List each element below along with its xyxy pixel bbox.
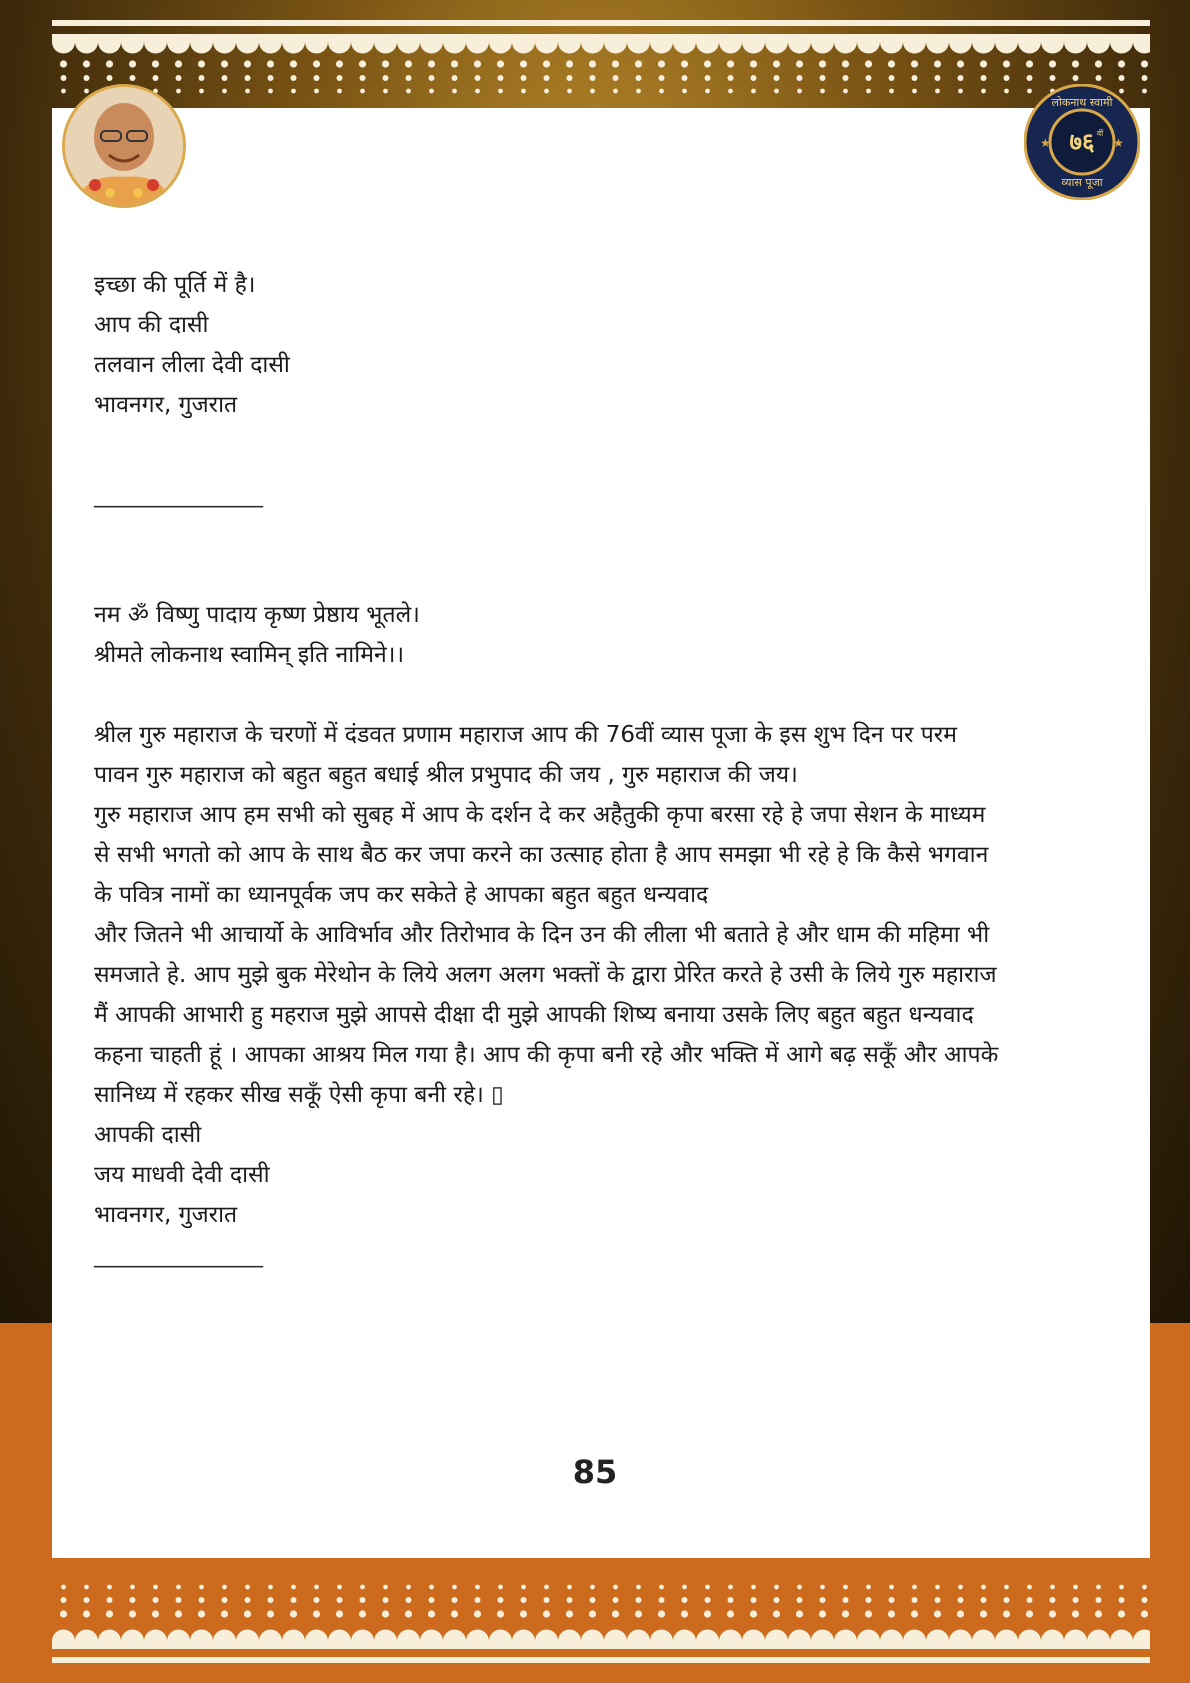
- paragraph-line: श्रील गुरु महाराज के चरणों में दंडवत प्रणाम महाराज आप की 76वीं व्यास पूजा के इस शुभ दिन पर परम: [94, 722, 957, 748]
- text-line: भावनगर, गुजरात: [94, 392, 238, 418]
- separator-line: ________________: [94, 482, 262, 508]
- top-border-line: [52, 20, 1150, 26]
- badge-bottom-text: व्यास पूजा: [1061, 176, 1103, 189]
- bottom-border-line-2: [52, 1657, 1150, 1663]
- signature-line: जय माधवी देवी दासी: [94, 1162, 270, 1188]
- paragraph-line: सानिध्य में रहकर सीख सकूँ ऐसी कृपा बनी रहे। ▯: [94, 1082, 504, 1108]
- paragraph-line: से सभी भगतो को आप के साथ बैठ कर जपा करने का उत्साह होता है आप समझा भी रहे हे कि कैसे भगवान: [94, 842, 989, 868]
- mantra-line: श्रीमते लोकनाथ स्वामिन् इति नामिने।।: [94, 642, 405, 668]
- paragraph-line: गुरु महाराज आप हम सभी को सुबह में आप के दर्शन दे कर अहैतुकी कृपा बरसा रहे हे जपा सेशन के माध्यम: [94, 802, 986, 828]
- signature-line: भावनगर, गुजरात: [94, 1202, 238, 1228]
- paragraph-line: समजाते हे. आप मुझे बुक मेरेथोन के लिये अलग अलग भक्तों के द्वारा प्रेरित करते हे उसी के लिये गुरु महाराज: [94, 962, 997, 988]
- text-line: आप की दासी: [94, 312, 209, 338]
- mantra-line: नम ॐ विष्णु पादाय कृष्ण प्रेष्ठाय भूतले।: [94, 602, 420, 628]
- top-scallop-border: [52, 38, 1150, 108]
- paragraph-line: कहना चाहती हूं । आपका आश्रय मिल गया है। आप की कृपा बनी रहे और भक्ति में आगे बढ़ सकूँ और आपके: [94, 1042, 999, 1068]
- bottom-scallop-border: [52, 1575, 1150, 1645]
- paragraph-line: के पवित्र नामों का ध्यानपूर्वक जप कर सकेते हे आपका बहुत बहुत धन्यवाद: [94, 882, 709, 908]
- svg-text:★: ★: [1040, 136, 1051, 150]
- signature-line: आपकी दासी: [94, 1122, 202, 1148]
- paragraph-line: मैं आपकी आभारी हु महराज मुझे आपसे दीक्षा दी मुझे आपकी शिष्य बनाया उसके लिए बहुत बहुत धन्यवाद: [94, 1002, 974, 1028]
- vyasa-puja-badge: [1024, 84, 1140, 200]
- badge-center-text: ७६: [1069, 128, 1095, 156]
- bottom-border-line: [52, 1645, 1150, 1649]
- text-line: इच्छा की पूर्ति में है।: [94, 272, 256, 298]
- text-line: तलवान लीला देवी दासी: [94, 352, 290, 378]
- paragraph-line: और जितने भी आचार्यो के आविर्भाव और तिरोभाव के दिन उन की लीला भी बताते हे और धाम की महिमा भी: [94, 922, 990, 948]
- paragraph-line: पावन गुरु महाराज को बहुत बहुत बधाई श्रील प्रभुपाद की जय , गुरु महाराज की जय।: [94, 762, 798, 788]
- separator-line: ________________: [94, 1242, 262, 1268]
- guru-portrait-avatar: [62, 84, 186, 208]
- badge-top-text: लोकनाथ स्वामी: [1051, 96, 1113, 109]
- svg-text:★: ★: [1113, 136, 1124, 150]
- letter-content: [94, 265, 1104, 1275]
- page-number: 85: [572, 1453, 618, 1491]
- badge-sup-text: वीं: [1096, 129, 1104, 138]
